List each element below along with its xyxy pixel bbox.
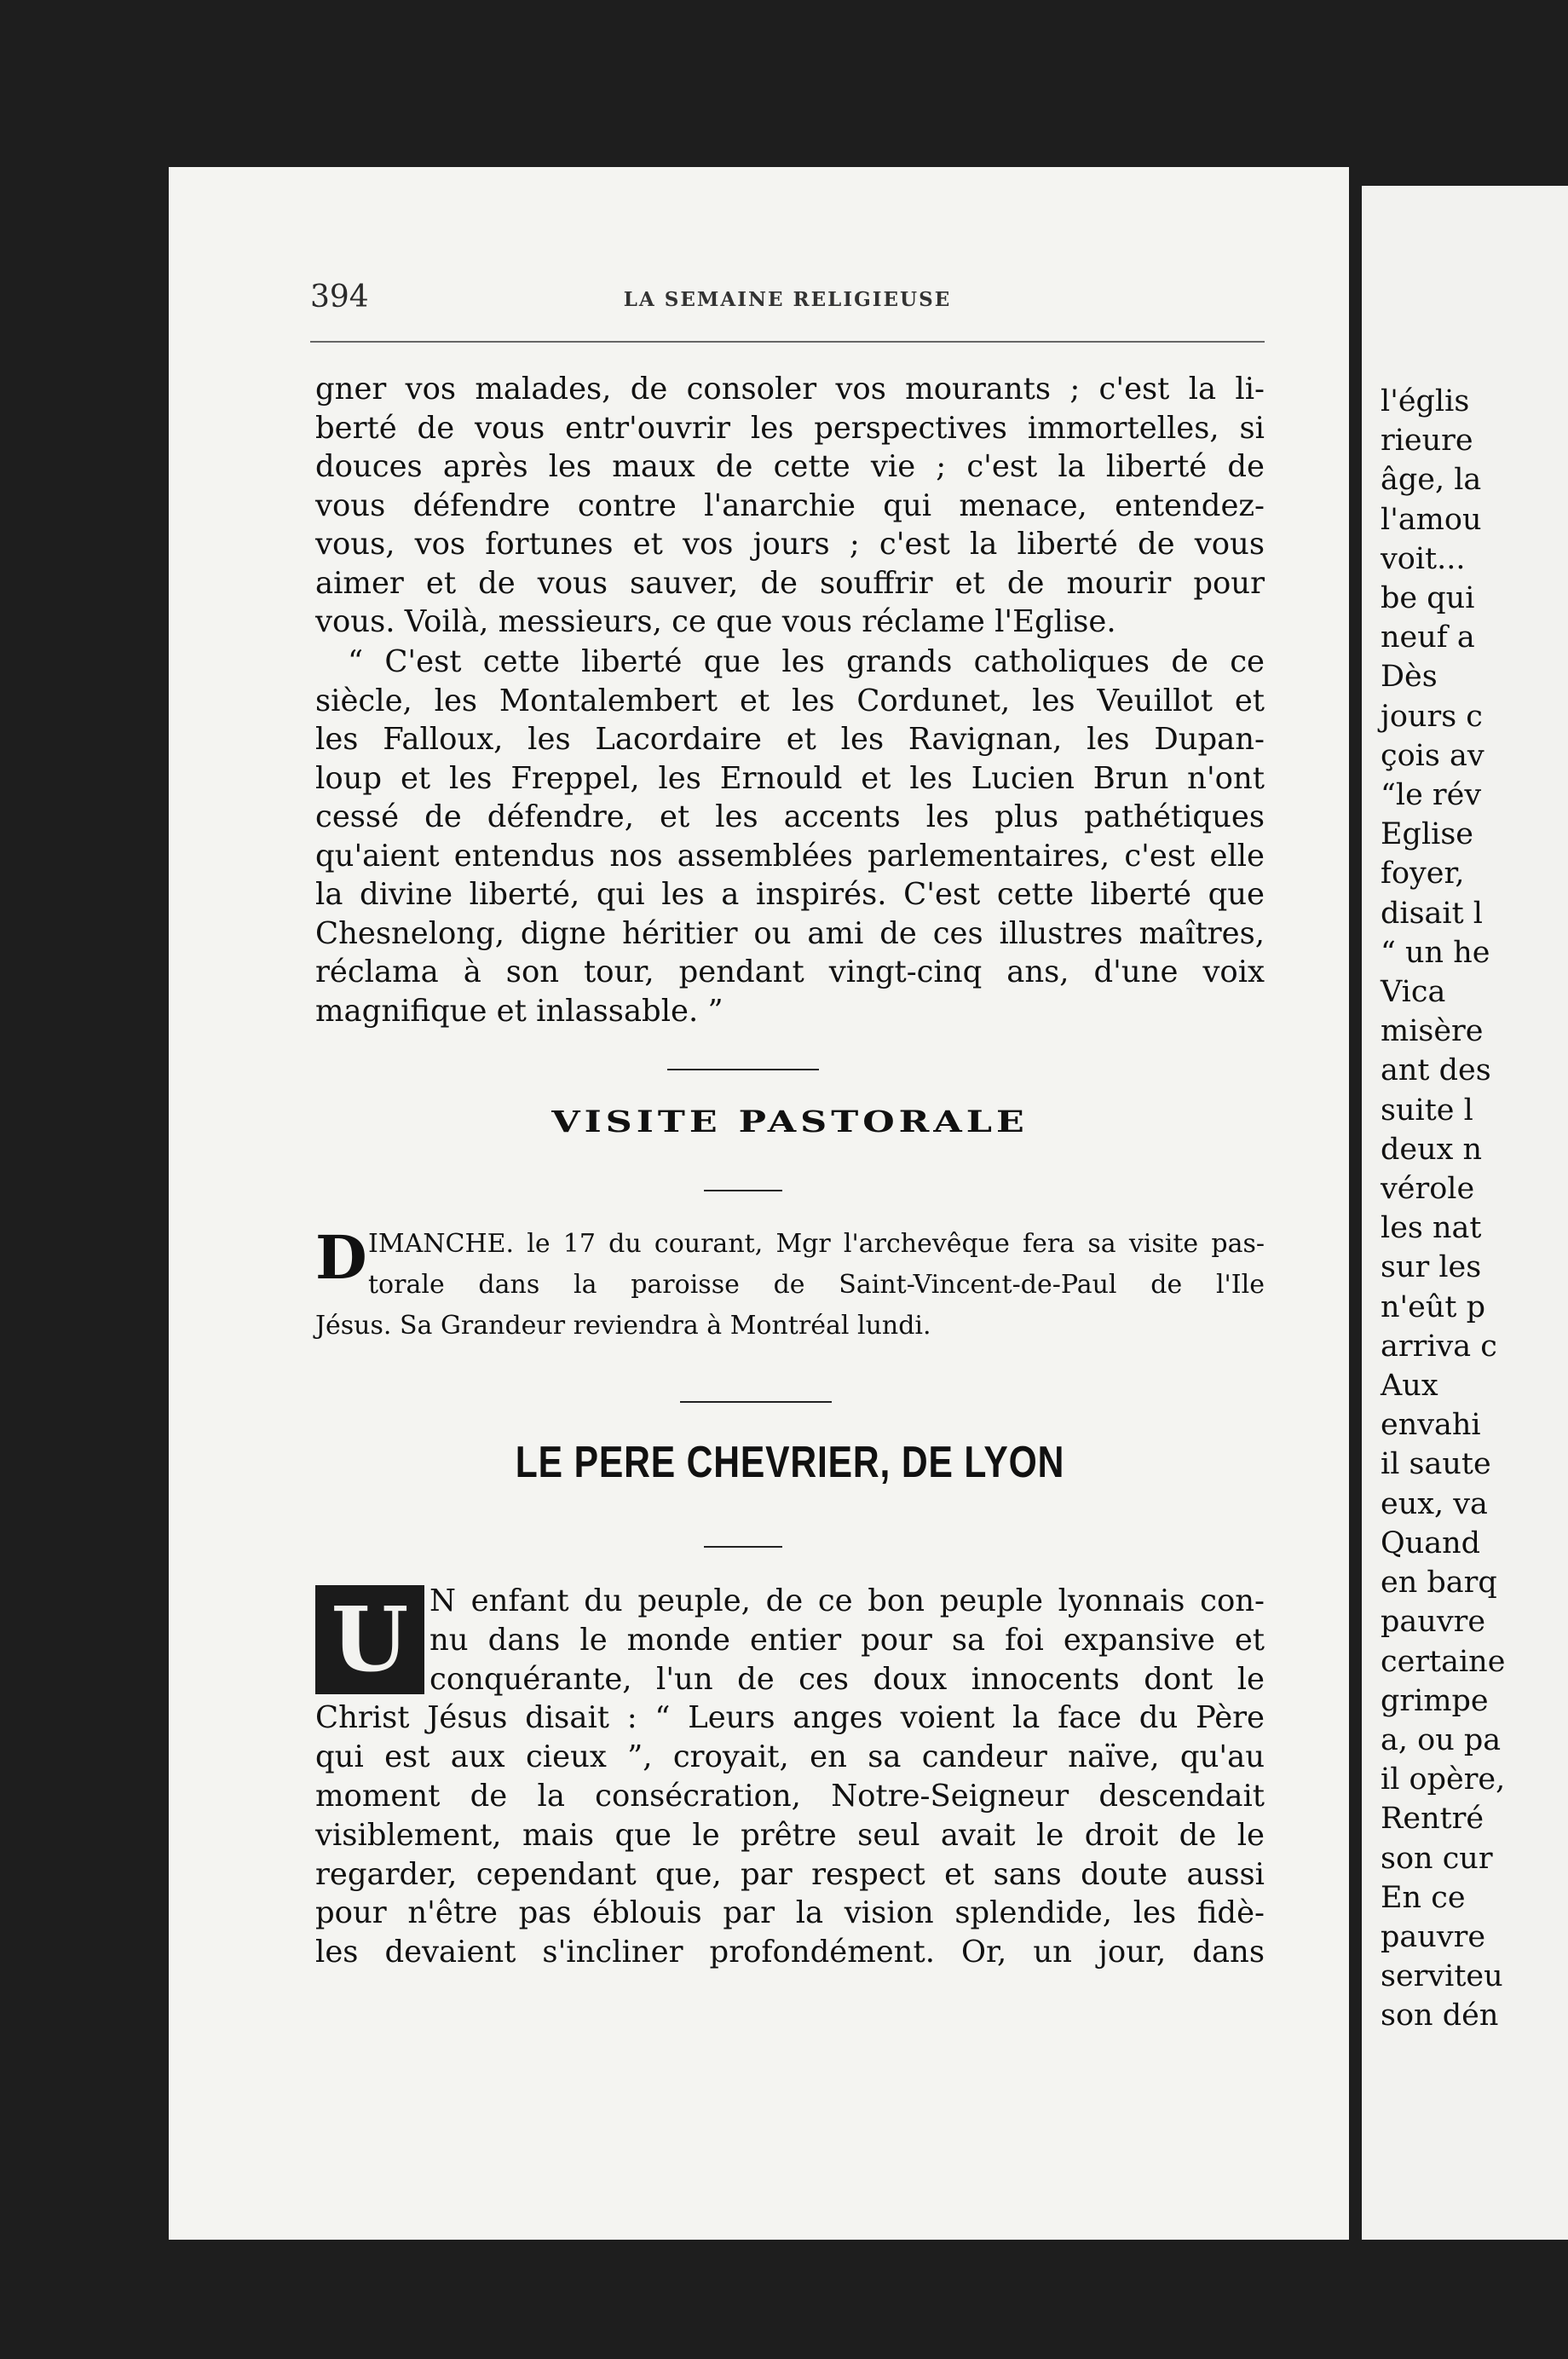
fragment-line: serviteu [1381, 1959, 1503, 1994]
fragment-line: certaine [1381, 1644, 1506, 1679]
header-rule [310, 341, 1265, 343]
text-line: douces après les maux de cette vie ; c'est la liberté de [315, 449, 1265, 484]
fragment-line: il opère, [1381, 1762, 1506, 1797]
continued-paragraph [315, 370, 1265, 642]
fragment-line: grimpe [1381, 1683, 1489, 1718]
fragment-line: son dén [1381, 1999, 1499, 2033]
fragment-line: foyer, [1381, 857, 1465, 891]
next-page-column [1381, 382, 1505, 2036]
fragment-line: Eglise [1381, 817, 1474, 852]
fragment-line: voit... [1381, 541, 1466, 576]
fragment-line: neuf a [1381, 620, 1475, 655]
text-line: visiblement, mais que le prêtre seul avait le droit de le [315, 1817, 1265, 1853]
fragment-line: En ce [1381, 1880, 1466, 1915]
fragment-line: rieure [1381, 424, 1473, 459]
section-divider [680, 1401, 832, 1403]
fragment-line: suite l [1381, 1093, 1473, 1128]
title-underline [704, 1546, 782, 1548]
drop-cap-d: D [315, 1222, 367, 1293]
fragment-line: disait l [1381, 896, 1484, 931]
section-divider [667, 1069, 819, 1070]
text-line: “ C'est cette liberté que les grands catholiques de ce [348, 644, 1265, 679]
text-line: nu dans le monde entier pour sa foi expansive et [429, 1622, 1265, 1658]
text-line: qu'aient entendus nos assemblées parlementaires, c'est elle [315, 838, 1265, 874]
fragment-line: Aux [1381, 1369, 1438, 1404]
fragment-line: pauvre [1381, 1919, 1486, 1954]
text-line: moment de la consécration, Notre-Seigneur descendait [315, 1778, 1265, 1814]
fragment-line: be qui [1381, 581, 1475, 616]
chevrier-paragraph [315, 1582, 1265, 1972]
fragment-line: Dès [1381, 660, 1438, 695]
fragment-line: pauvre [1381, 1605, 1486, 1640]
quote-paragraph [315, 643, 1265, 1030]
fragment-line: son cur [1381, 1841, 1493, 1876]
page-header [310, 276, 1265, 327]
text-line: Chesnelong, digne héritier ou ami de ces illustres maîtres, [315, 915, 1265, 951]
fragment-line: n'eût p [1381, 1289, 1486, 1324]
fragment-line: vérole [1381, 1172, 1475, 1207]
fragment-line: Vica [1381, 975, 1446, 1010]
text-line: loup et les Freppel, les Ernould et les Lucien Brun n'ont [315, 760, 1265, 796]
drop-cap-u: U [315, 1585, 424, 1694]
next-page-edge [1362, 186, 1568, 2240]
text-line: conquérante, l'un de ces doux innocents dont le [429, 1661, 1265, 1697]
fragment-line: eux, va [1381, 1486, 1488, 1521]
text-line: magnifique et inlassable. ” [315, 993, 723, 1029]
text-line: réclama à son tour, pendant vingt-cinq ans, d'une voix [315, 955, 1265, 989]
text-line: les devaient s'incliner profondément. Or, un jour, dans [315, 1935, 1265, 1970]
text-line: vous. Voilà, messieurs, ce que vous réclame l'Eglise. [315, 604, 1116, 639]
fragment-line: a, ou pa [1381, 1722, 1502, 1757]
text-line: aimer et de vous sauver, de souffrir et de mourir pour [315, 565, 1265, 601]
text-line: cessé de défendre, et les accents les plus pathétiques [315, 799, 1265, 834]
fragment-line: deux n [1381, 1132, 1483, 1167]
fragment-line: âge, la [1381, 463, 1482, 498]
fragment-line: arriva c [1381, 1329, 1497, 1364]
fragment-line: çois av [1381, 738, 1484, 773]
title-underline [704, 1190, 782, 1191]
text-line: IMANCHE. le 17 du courant, Mgr l'archevêque fera sa visite pas- [368, 1229, 1265, 1259]
running-title: LA SEMAINE RELIGIEUSE [623, 288, 952, 311]
fragment-line: misère [1381, 1014, 1484, 1049]
text-line: vous défendre contre l'anarchie qui menace, entendez- [315, 487, 1265, 523]
text-line: regarder, cependant que, par respect et sans doute aussi [315, 1856, 1265, 1892]
text-line: N enfant du peuple, de ce bon peuple lyonnais con- [429, 1583, 1265, 1618]
fragment-line: l'églis [1381, 384, 1470, 418]
visite-title: VISITE PASTORALE [551, 1105, 1029, 1139]
fragment-line: Rentré [1381, 1802, 1484, 1837]
text-line: vous, vos fortunes et vos jours ; c'est la liberté de vous [315, 527, 1265, 562]
fragment-line: il saute [1381, 1447, 1491, 1482]
fragment-line: envahi [1381, 1408, 1481, 1443]
text-line: gner vos malades, de consoler vos mourants ; c'est la li- [315, 372, 1265, 407]
text-line: qui est aux cieux ”, croyait, en sa candeur naïve, qu'au [315, 1739, 1265, 1775]
fragment-line: les nat [1381, 1211, 1482, 1246]
text-line: la divine liberté, qui les a inspirés. C'est cette liberté que [315, 877, 1265, 912]
text-line: les Falloux, les Lacordaire et les Ravignan, les Dupan- [315, 722, 1265, 757]
fragment-line: “le rév [1381, 778, 1482, 813]
text-line: Jésus. Sa Grandeur reviendra à Montréal lundi. [315, 1311, 931, 1341]
text-line: siècle, les Montalembert et les Cordunet, les Veuillot et [315, 683, 1265, 718]
fragment-line: Quand [1381, 1526, 1481, 1560]
book-page [169, 167, 1349, 2240]
text-line: pour n'être pas éblouis par la vision splendide, les fidè- [315, 1895, 1265, 1931]
fragment-line: jours c [1381, 699, 1483, 734]
fragment-line: l'amou [1381, 502, 1482, 537]
text-line: berté de vous entr'ouvrir les perspectives immortelles, si [315, 410, 1265, 446]
visite-paragraph [315, 1224, 1265, 1347]
text-line: Christ Jésus disait : “ Leurs anges voient la face du Père [315, 1700, 1265, 1736]
fragment-line: sur les [1381, 1250, 1482, 1285]
fragment-line: ant des [1381, 1053, 1491, 1088]
text-line: torale dans la paroisse de Saint-Vincent-de-Paul de l'Ile [368, 1270, 1265, 1300]
fragment-line: en barq [1381, 1566, 1497, 1601]
chevrier-title: LE PERE CHEVRIER, DE LYON [515, 1438, 1065, 1487]
page-number: 394 [310, 280, 369, 314]
fragment-line: “ un he [1381, 935, 1490, 970]
